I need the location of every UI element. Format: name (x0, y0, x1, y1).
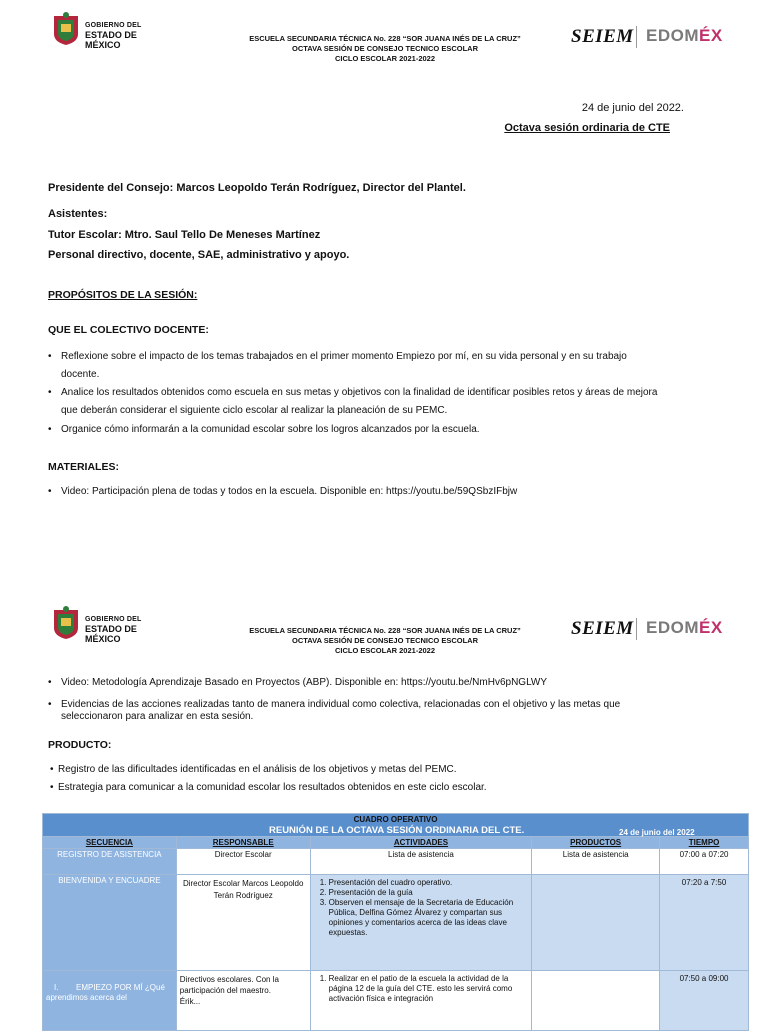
school-header-text (200, 34, 570, 64)
gobierno-logo (52, 606, 172, 646)
coat-of-arms-icon (52, 12, 80, 46)
materials-heading: MATERIALES: (48, 461, 119, 473)
session-name: OCTAVA SESIÓN DE CONSEJO TECNICO ESCOLAR (292, 636, 478, 645)
session-name: OCTAVA SESIÓN DE CONSEJO TECNICO ESCOLAR (292, 44, 478, 53)
page1-header (0, 12, 768, 72)
row-responsible: Director Escolar Marcos Leopoldo Terán Rodríguez (176, 875, 310, 971)
session-title: Octava sesión ordinaria de CTE (504, 122, 670, 134)
activity-list (314, 974, 529, 1004)
row-time: 07:00 a 07:20 (660, 849, 749, 875)
table-header-row (43, 837, 749, 849)
school-header-text (200, 626, 570, 656)
date: 24 de junio del 2022. (581, 102, 684, 114)
operational-table (42, 813, 749, 1031)
header-productos: PRODUCTOS (532, 837, 660, 849)
staff-line: Personal directivo, docente, SAE, administrativo y apoyo. (48, 249, 350, 261)
product-heading: PRODUCTO: (48, 739, 112, 751)
row-activities (310, 971, 532, 1031)
row-product (532, 875, 660, 971)
row-sequence: REGISTRO DE ASISTENCIA (43, 849, 177, 875)
row-product: Lista de asistencia (532, 849, 660, 875)
logo-divider (636, 618, 637, 640)
table-date: 24 de junio del 2022 (619, 828, 695, 837)
table-subtitle: REUNIÓN DE LA OCTAVA SESIÓN ORDINARIA DEL CTE. (269, 825, 525, 836)
row-activity: Lista de asistencia (310, 849, 532, 875)
header-tiempo: TIEMPO (660, 837, 749, 849)
logo-divider (636, 26, 637, 48)
header-secuencia: SECUENCIA (43, 837, 177, 849)
row-activities (310, 875, 532, 971)
gov-line1: GOBIERNO DEL (85, 22, 142, 29)
sequence-label: EMPIEZO POR MÍ ¿Qué aprendimos acerca del (46, 983, 165, 1002)
gobierno-logo (52, 12, 172, 52)
school-cycle: CICLO ESCOLAR 2021-2022 (334, 646, 436, 655)
gov-line1: GOBIERNO DEL (85, 616, 142, 623)
list-item: 1. Realizar en el patio de la escuela la actividad de la página 12 de la guía del CTE. esto les servirá como activación física e integración (329, 974, 529, 1004)
page2-header (0, 606, 768, 666)
list-item: 1. Presentación del cuadro operativo. (329, 878, 529, 888)
header-responsable: RESPONSABLE (176, 837, 310, 849)
collective-heading: QUE EL COLECTIVO DOCENTE: (48, 324, 209, 336)
school-name: ESCUELA SECUNDARIA TÉCNICA No. 228 “SOR JUANA INÉS DE LA CRUZ” (249, 626, 521, 635)
council-president: Presidente del Consejo: Marcos Leopoldo Terán Rodríguez, Director del Plantel. (48, 182, 466, 194)
table-title-row (43, 814, 749, 837)
coat-of-arms-icon (52, 606, 80, 640)
edomex-logo: EDOMÉX (646, 618, 723, 637)
row-responsible (176, 971, 310, 1031)
purposes-heading: PROPÓSITOS DE LA SESIÓN: (48, 289, 198, 301)
responsible-text: Directivos escolares. Con la participación del maestro. (179, 975, 279, 995)
table-row (43, 849, 749, 875)
row-responsible: Director Escolar (176, 849, 310, 875)
row-sequence (43, 971, 177, 1031)
row-time: 07:50 a 09:00 (660, 971, 749, 1031)
attendees-label: Asistentes: (48, 208, 108, 220)
row-time: 07:20 a 7:50 (660, 875, 749, 971)
school-cycle: CICLO ESCOLAR 2021-2022 (334, 54, 436, 63)
table-row (43, 971, 749, 1031)
school-tutor: Tutor Escolar: Mtro. Saul Tello De Meneses Martínez (48, 229, 321, 241)
table-title: CUADRO OPERATIVO (353, 815, 438, 824)
sequence-number: I. (54, 983, 59, 992)
school-name: ESCUELA SECUNDARIA TÉCNICA No. 228 “SOR JUANA INÉS DE LA CRUZ” (249, 34, 521, 43)
table-row (43, 875, 749, 971)
edomex-logo: EDOMÉX (646, 26, 723, 45)
list-item: 3. Observen el mensaje de la Secretaria de Educación Pública, Delfina Gómez Álvarez y compartan sus opiniones y comentarios acerca de las ideas clave expuestas. (329, 898, 529, 938)
header-actividades: ACTIVIDADES (310, 837, 532, 849)
row-product (532, 971, 660, 1031)
list-item: 2. Presentación de la guía (329, 888, 529, 898)
row-sequence: BIENVENIDA Y ENCUADRE (43, 875, 177, 971)
responsible-extra: Érik... (179, 997, 201, 1006)
seiem-logo: SEIEM (571, 26, 634, 47)
gov-line2: ESTADO DE MÉXICO (85, 30, 137, 50)
seiem-logo: SEIEM (571, 618, 634, 639)
activity-list (314, 878, 529, 938)
gov-line2: ESTADO DE MÉXICO (85, 624, 137, 644)
